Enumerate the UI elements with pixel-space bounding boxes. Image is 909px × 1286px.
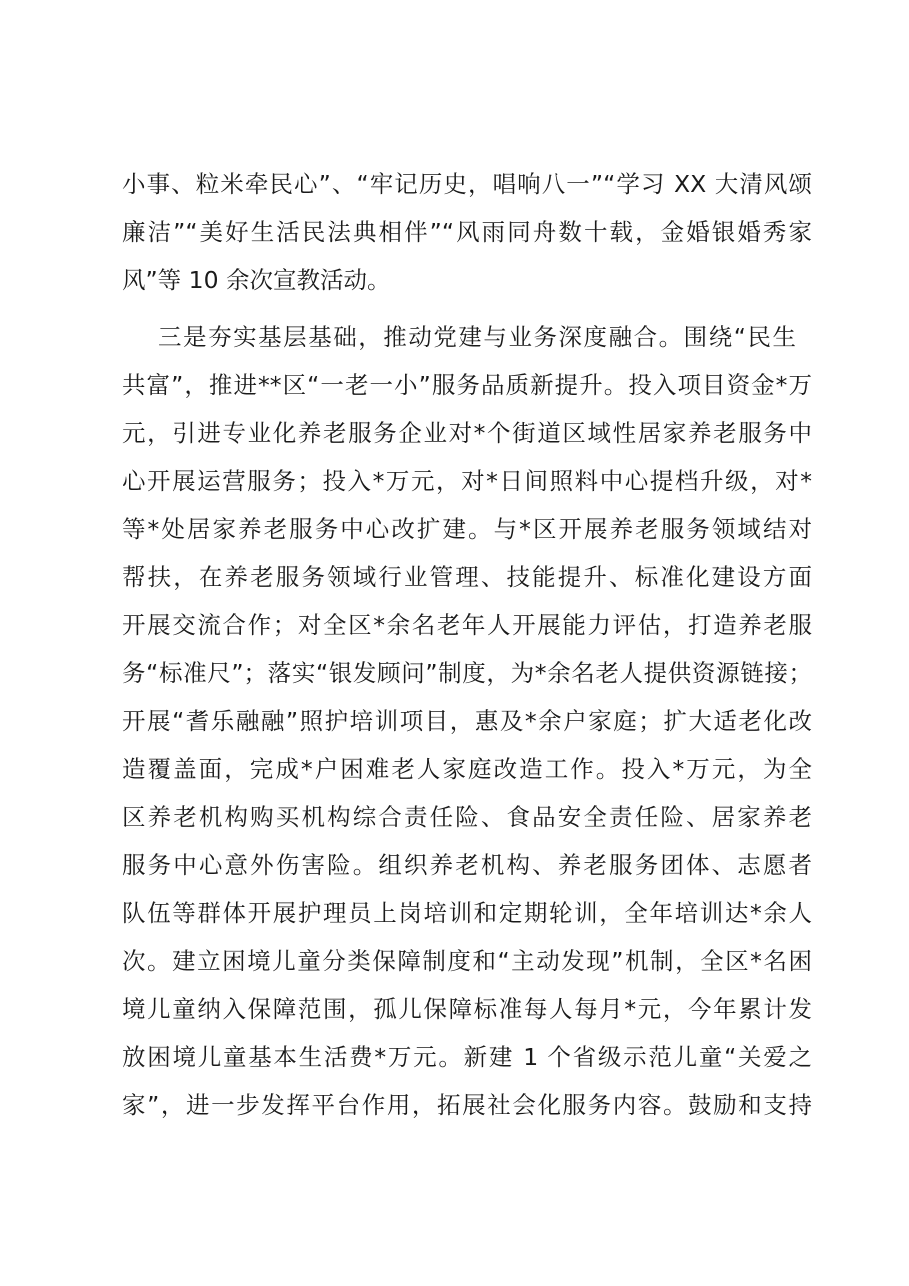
- text-line: 放困境儿童基本生活费*万元。新建 1 个省级示范儿童“关爱之: [122, 1043, 812, 1071]
- text-line: 共富”，推进**区“一老一小”服务品质新提升。投入项目资金*万: [122, 371, 812, 399]
- text-line: 廉洁”“美好生活民法典相伴”“风雨同舟数十载，金婚银婚秀家: [122, 218, 812, 246]
- text-line: 次。建立困境儿童分类保障制度和“主动发现”机制，全区*名困: [122, 947, 812, 975]
- paragraph-first-line: 三是夯实基层基础，推动党建与业务深度融合。围绕“民生: [158, 323, 796, 351]
- text-line: 开展“耆乐融融”照护培训项目，惠及*余户家庭；扩大适老化改: [122, 707, 812, 735]
- text-line: 队伍等群体开展护理员上岗培训和定期轮训，全年培训达*余人: [122, 899, 812, 927]
- text-line: 务“标准尺”；落实“银发顾问”制度，为*余名老人提供资源链接；: [122, 659, 812, 687]
- text-line: 家”，进一步发挥平台作用，拓展社会化服务内容。鼓励和支持: [122, 1091, 812, 1119]
- text-line: 元，引进专业化养老服务企业对*个街道区域性居家养老服务中: [122, 419, 812, 447]
- text-line: 风”等 10 余次宣教活动。: [122, 266, 391, 294]
- text-line: 境儿童纳入保障范围，孤儿保障标准每人每月*元，今年累计发: [122, 995, 812, 1023]
- text-line: 区养老机构购买机构综合责任险、食品安全责任险、居家养老: [122, 803, 812, 831]
- text-line: 服务中心意外伤害险。组织养老机构、养老服务团体、志愿者: [122, 851, 812, 879]
- text-line: 等*处居家养老服务中心改扩建。与*区开展养老服务领域结对: [122, 515, 812, 543]
- text-line: 开展交流合作；对全区*余名老年人开展能力评估，打造养老服: [122, 611, 812, 639]
- text-line: 帮扶，在养老服务领域行业管理、技能提升、标准化建设方面: [122, 563, 812, 591]
- text-line: 心开展运营服务；投入*万元，对*日间照料中心提档升级，对*: [122, 467, 812, 495]
- text-line: 小事、粒米牵民心”、“牢记历史，唱响八一”“学习 XX 大清风颂: [122, 170, 812, 198]
- text-line: 造覆盖面，完成*户困难老人家庭改造工作。投入*万元，为全: [122, 755, 812, 783]
